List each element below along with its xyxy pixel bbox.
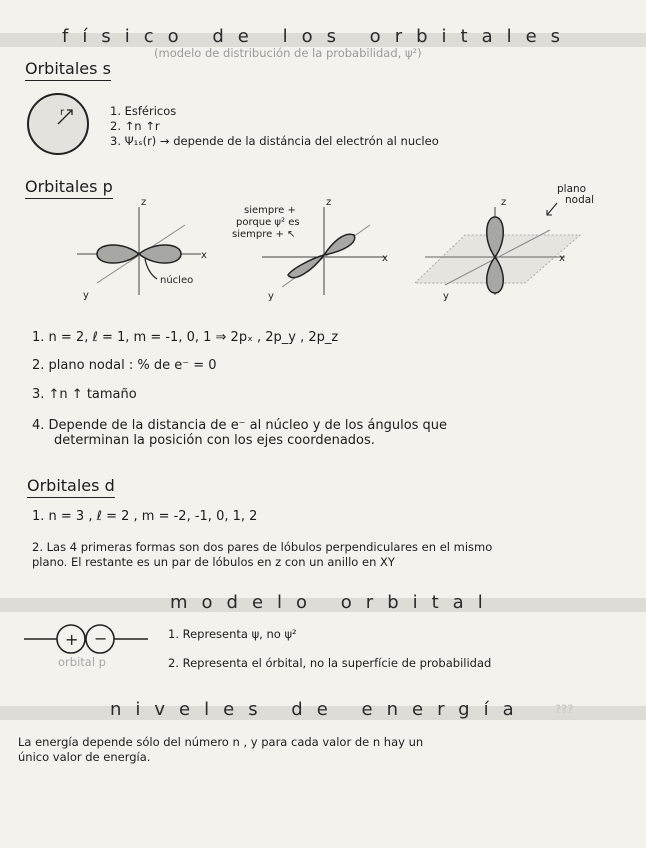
p-orbital-diagram-x [75,195,215,305]
section-title-niveles: niveles de energía [110,699,528,720]
p-lobe-lower [288,255,324,278]
question-marks: ??? [555,702,574,716]
modelo-item-2: 2. Representa el órbital, no la superfície de probabilidad [168,656,492,670]
p-item-2: 2. plano nodal : % de e⁻ = 0 [32,358,217,373]
axis-y: y [83,290,89,301]
nodal-arrow [547,203,557,215]
axis-x: x [382,253,388,264]
axis-z: z [141,197,147,208]
d-item-1: 1. n = 3 , ℓ = 2 , m = -2, -1, 0, 1, 2 [32,509,258,524]
minus-sign: − [94,629,108,648]
page-subtitle: (modelo de distribución de la probabilidad, ψ²) [154,46,422,60]
modelo-item-1: 1. Representa ψ, no ψ² [168,627,297,641]
nodal-plane-label: plano nodal [557,183,595,206]
d-item-2-cont: plano. El restante es un par de lóbulos en z con un anillo en XY [32,555,395,569]
heading-orbitales-d: Orbitales d [27,476,115,495]
d-item-2: 2. Las 4 primeras formas son dos pares de lóbulos perpendiculares en el mismo [32,540,493,554]
plus-sign: + [65,630,79,649]
p-item-4-cont: determinan la posición con los ejes coordenados. [54,433,375,448]
psi-note: siempre + porque ψ² es siempre + ↖ [232,205,300,240]
nucleus-label: núcleo [160,275,194,286]
p-item-3: 3. ↑n ↑ tamaño [32,387,137,402]
p-lobe-left [97,245,139,263]
axis-y: y [268,291,274,302]
heading-orbitales-p: Orbitales p [25,177,113,196]
p-lobe-upper [324,234,355,255]
p-item-4: 4. Depende de la distancia de e⁻ al núcleo y de los ángulos que [32,418,448,433]
p-orbital-diagram-z [405,195,585,305]
niveles-text-1: La energía depende sólo del número n , y para cada valor de n hay un [18,735,424,749]
heading-orbitales-s: Orbitales s [25,59,111,78]
axis-y: y [443,291,449,302]
p-item-1: 1. n = 2, ℓ = 1, m = -1, 0, 1 ⇒ 2pₓ , 2p_y , 2p_z [32,330,339,345]
page-title: físico de los orbitales [62,26,575,47]
section-title-modelo: modelo orbital [170,592,497,613]
axis-x: x [559,253,565,264]
niveles-text-2: único valor de energía. [18,750,151,764]
axis-z: z [501,197,507,208]
axis-x: x [201,250,207,261]
s-item-3: 3. Ψ₁ₛ(r) → depende de la distáncia del electrón al nucleo [110,134,439,148]
orbital-caption: orbital p [58,655,106,669]
s-item-2: 2. ↑n ↑r [110,119,160,133]
radius-label: r [60,107,65,118]
axis-z: z [326,197,332,208]
s-item-1: 1. Esféricos [110,104,177,118]
s-orbital-diagram [27,93,91,157]
